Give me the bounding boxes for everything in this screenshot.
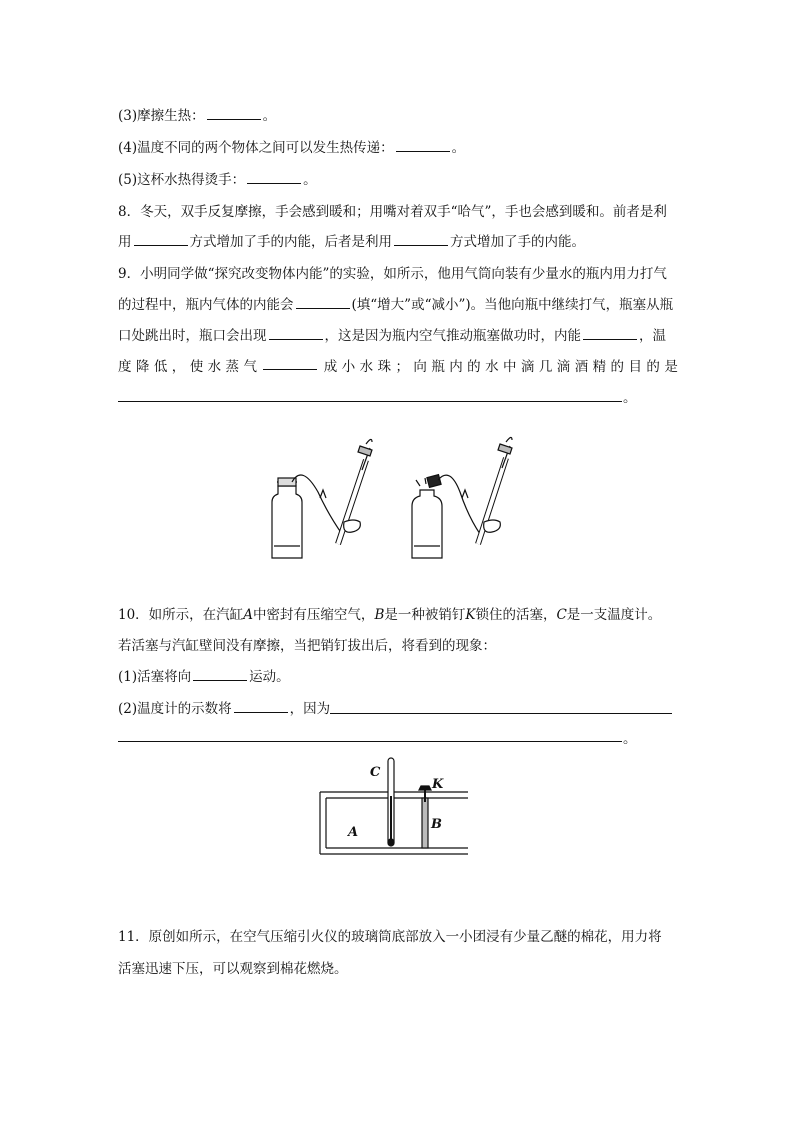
q9-line2: 的过程中，瓶内气体的内能会 (填“增大”或“减小”)。当他向瓶中继续打气，瓶塞从瓶: [118, 293, 673, 313]
q9-line4-char: 的: [610, 359, 625, 375]
q9-line4: [118, 355, 678, 375]
answer-blank[interactable]: [247, 169, 301, 184]
q9-line5-end: 。: [623, 390, 637, 406]
q9-line4-char: 几: [538, 359, 553, 375]
q9-line4-char: 水: [485, 359, 499, 375]
q11-line1: 11．原创如所示，在空气压缩引火仪的玻璃筒底部放入一小团浸有少量乙醚的棉花，用力将: [118, 929, 662, 945]
q9-line4-char: 低: [153, 359, 168, 375]
q9-line4-char: 是: [664, 359, 678, 375]
answer-blank[interactable]: [583, 325, 637, 340]
q9-line4-char: 气: [243, 359, 257, 375]
q9-line4-char: 珠: [377, 359, 392, 375]
label-k: K: [432, 777, 444, 792]
q7-item3: (3)摩擦生热： 。: [118, 104, 276, 124]
q9-line4-char: 酒: [574, 359, 589, 375]
answer-blank[interactable]: [234, 698, 288, 713]
q10-line-end: 。: [623, 731, 637, 747]
q9-line4-char: 向: [413, 359, 427, 375]
label-c: C: [370, 765, 381, 780]
q7-item4: (4)温度不同的两个物体之间可以发生热传递： 。: [118, 136, 465, 156]
q9-line4-char: ；: [395, 359, 409, 375]
answer-blank[interactable]: [193, 666, 247, 681]
q9-line4-char: 滴: [520, 359, 535, 375]
q9-line4-char: 使: [189, 359, 204, 375]
q9-line4-char: 度: [118, 359, 132, 375]
answer-blank[interactable]: [269, 325, 323, 340]
q7-item5: (5)这杯水热得烫手： 。: [118, 168, 317, 188]
q9-line4-char: 的: [646, 359, 660, 375]
q9-line4-char: 瓶: [431, 359, 445, 375]
q9-line4-char: 精: [592, 359, 607, 375]
q10-sub2: (2)温度计的示数将 ，因为: [118, 697, 330, 717]
q9-line4-char: 目: [628, 359, 642, 375]
answer-line[interactable]: [330, 712, 672, 714]
answer-blank[interactable]: [396, 137, 450, 152]
q9-line3: 口处跳出时，瓶口会出现 ，这是因为瓶内空气推动瓶塞做功时，内能 ，温: [118, 324, 666, 344]
cylinder-figure: [318, 756, 478, 856]
q9-line4-char: 水: [359, 359, 374, 375]
pump-bottle-figure: [262, 436, 532, 566]
answer-blank[interactable]: [296, 294, 350, 309]
label-a: A: [348, 825, 359, 840]
q9-line4-char: 降: [135, 359, 150, 375]
q10-line2: 若活塞与汽缸壁间没有摩擦，当把销钉拔出后，将看到的现象：: [118, 638, 496, 654]
q9-line4-char: 的: [467, 359, 481, 375]
q9-line4-char: 蒸: [225, 359, 240, 375]
q9-line4-char: 内: [449, 359, 463, 375]
q9-line4-char: ，: [171, 359, 186, 375]
label-b: B: [431, 817, 442, 832]
q8-line2: 用 方式增加了手的内能，后者是利用 方式增加了手的内能。: [118, 230, 585, 250]
answer-blank[interactable]: [263, 355, 317, 370]
q9-line4-char: 水: [207, 359, 222, 375]
answer-blank[interactable]: [134, 231, 188, 246]
q9-line1: 9．小明同学做“探究改变物体内能”的实验，如所示，他用气筒向装有少量水的瓶内用力打气: [118, 266, 667, 282]
q9-line4-char: 成: [323, 359, 338, 375]
q9-line4-char: 中: [503, 359, 517, 375]
q8-line1: 8．冬天，双手反复摩擦，手会感到暖和；用嘴对着双手“哈气”，手也会感到暖和。前者是利: [118, 204, 667, 220]
answer-line[interactable]: [118, 400, 622, 402]
q10-sub1: (1)活塞将向 运动。: [118, 665, 290, 685]
answer-blank[interactable]: [394, 231, 448, 246]
q9-line4-char: 小: [341, 359, 356, 375]
answer-blank[interactable]: [207, 105, 261, 120]
answer-line[interactable]: [118, 740, 622, 742]
q9-line4-char: 滴: [556, 359, 571, 375]
q11-line2: 活塞迅速下压，可以观察到棉花燃烧。: [118, 961, 348, 977]
q10-line1: 10．如所示，在汽缸A中密封有压缩空气，B是一种被销钉K锁住的活塞，C是一支温度计。: [118, 607, 662, 623]
